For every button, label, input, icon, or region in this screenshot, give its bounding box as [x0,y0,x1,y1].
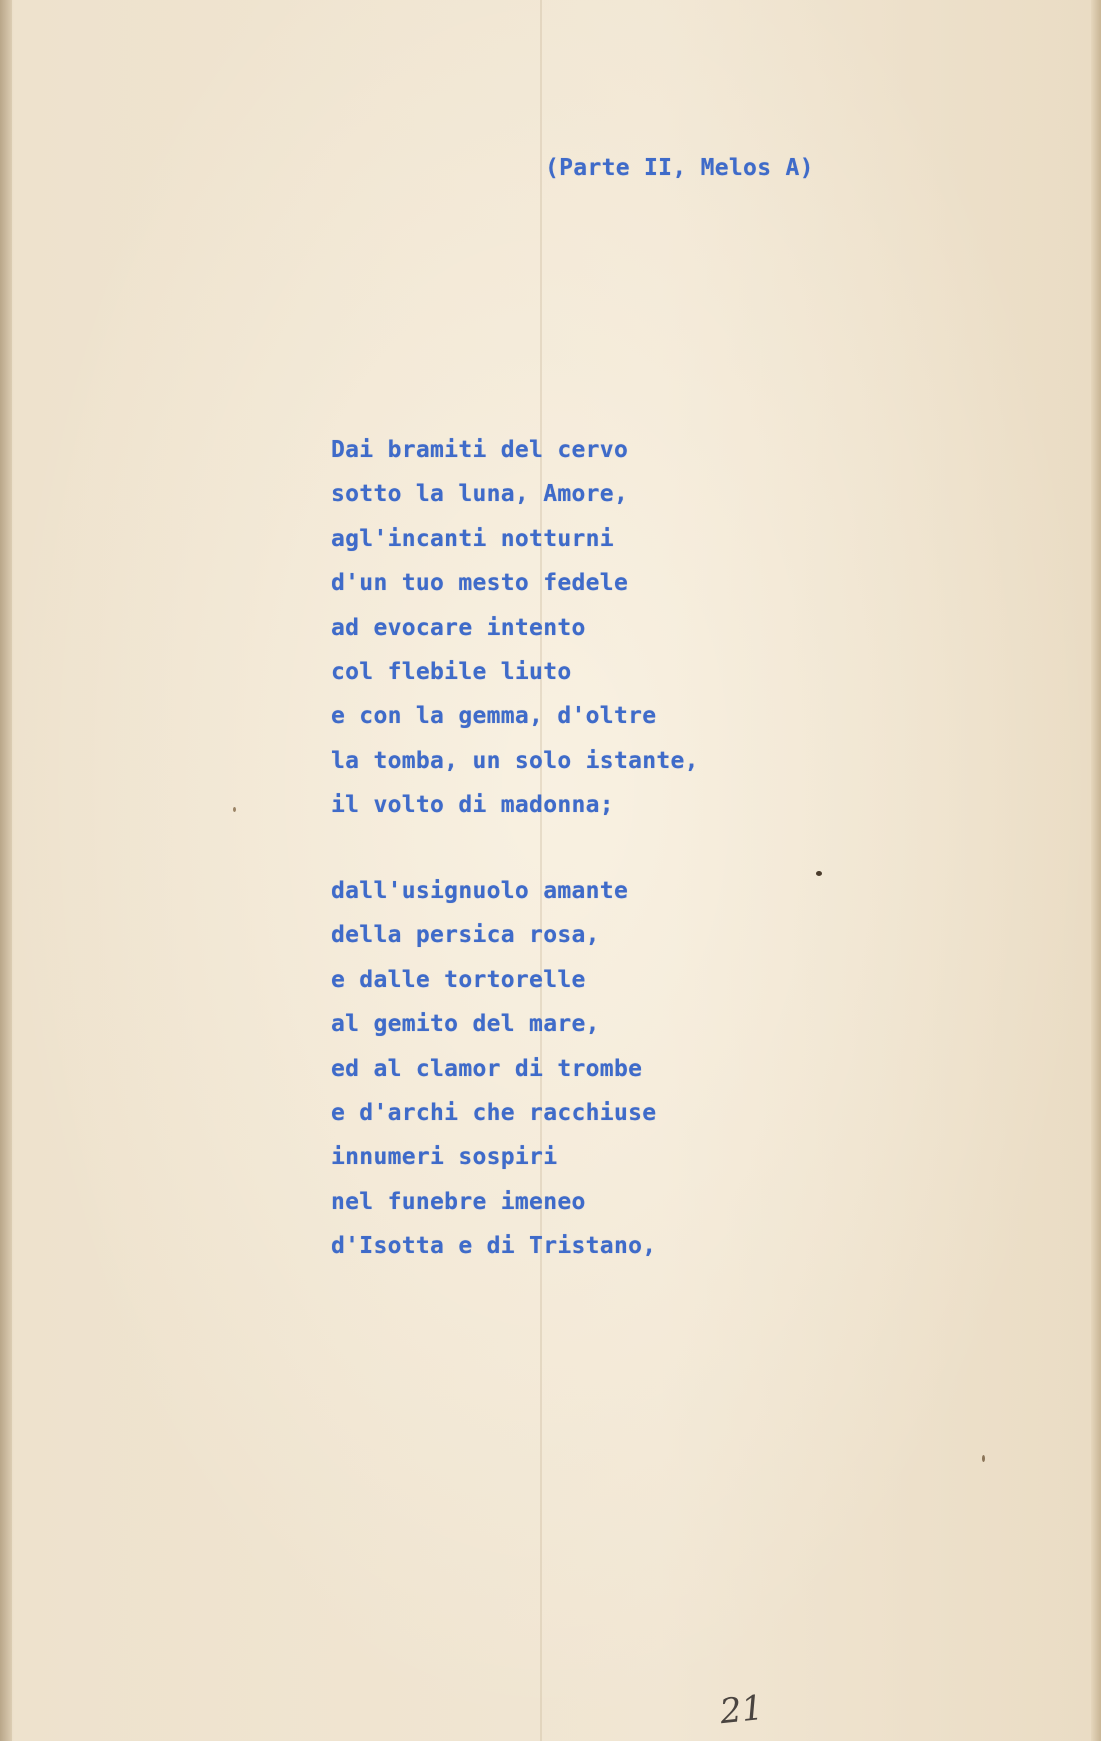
ink-speck [816,871,822,876]
section-heading: (Parte II, Melos A) [545,155,814,181]
verse-line: e dalle tortorelle [331,966,586,993]
stanza-2 [331,869,656,1269]
stanza-1 [331,428,699,828]
verse-line: agl'incanti notturni [331,525,614,552]
page-left-edge [0,0,12,1741]
verse-line: e d'archi che racchiuse [331,1099,657,1126]
handwritten-page-number: 21 [718,1687,766,1733]
paper-mark [982,1455,985,1462]
verse-line: ad evocare intento [331,614,586,641]
verse-line: della persica rosa, [331,922,600,949]
verse-line: col flebile liuto [331,658,572,685]
verse-line: al gemito del mare, [331,1011,600,1038]
page-right-edge [1091,0,1101,1741]
verse-line: d'Isotta e di Tristano, [331,1233,657,1260]
verse-line: dall'usignuolo amante [331,878,629,904]
paper-mark [233,807,236,812]
verse-line: innumeri sospiri [331,1144,558,1171]
verse-line: il volto di madonna; [331,792,614,819]
verse-line: Dai bramiti del cervo [331,437,629,463]
verse-line: la tomba, un solo istante, [331,747,699,774]
verse-line: nel funebre imeneo [331,1188,586,1215]
verse-line: d'un tuo mesto fedele [331,570,629,597]
verse-line: ed al clamor di trombe [331,1055,643,1082]
verse-line: sotto la luna, Amore, [331,481,629,508]
verse-line: e con la gemma, d'oltre [331,703,657,730]
